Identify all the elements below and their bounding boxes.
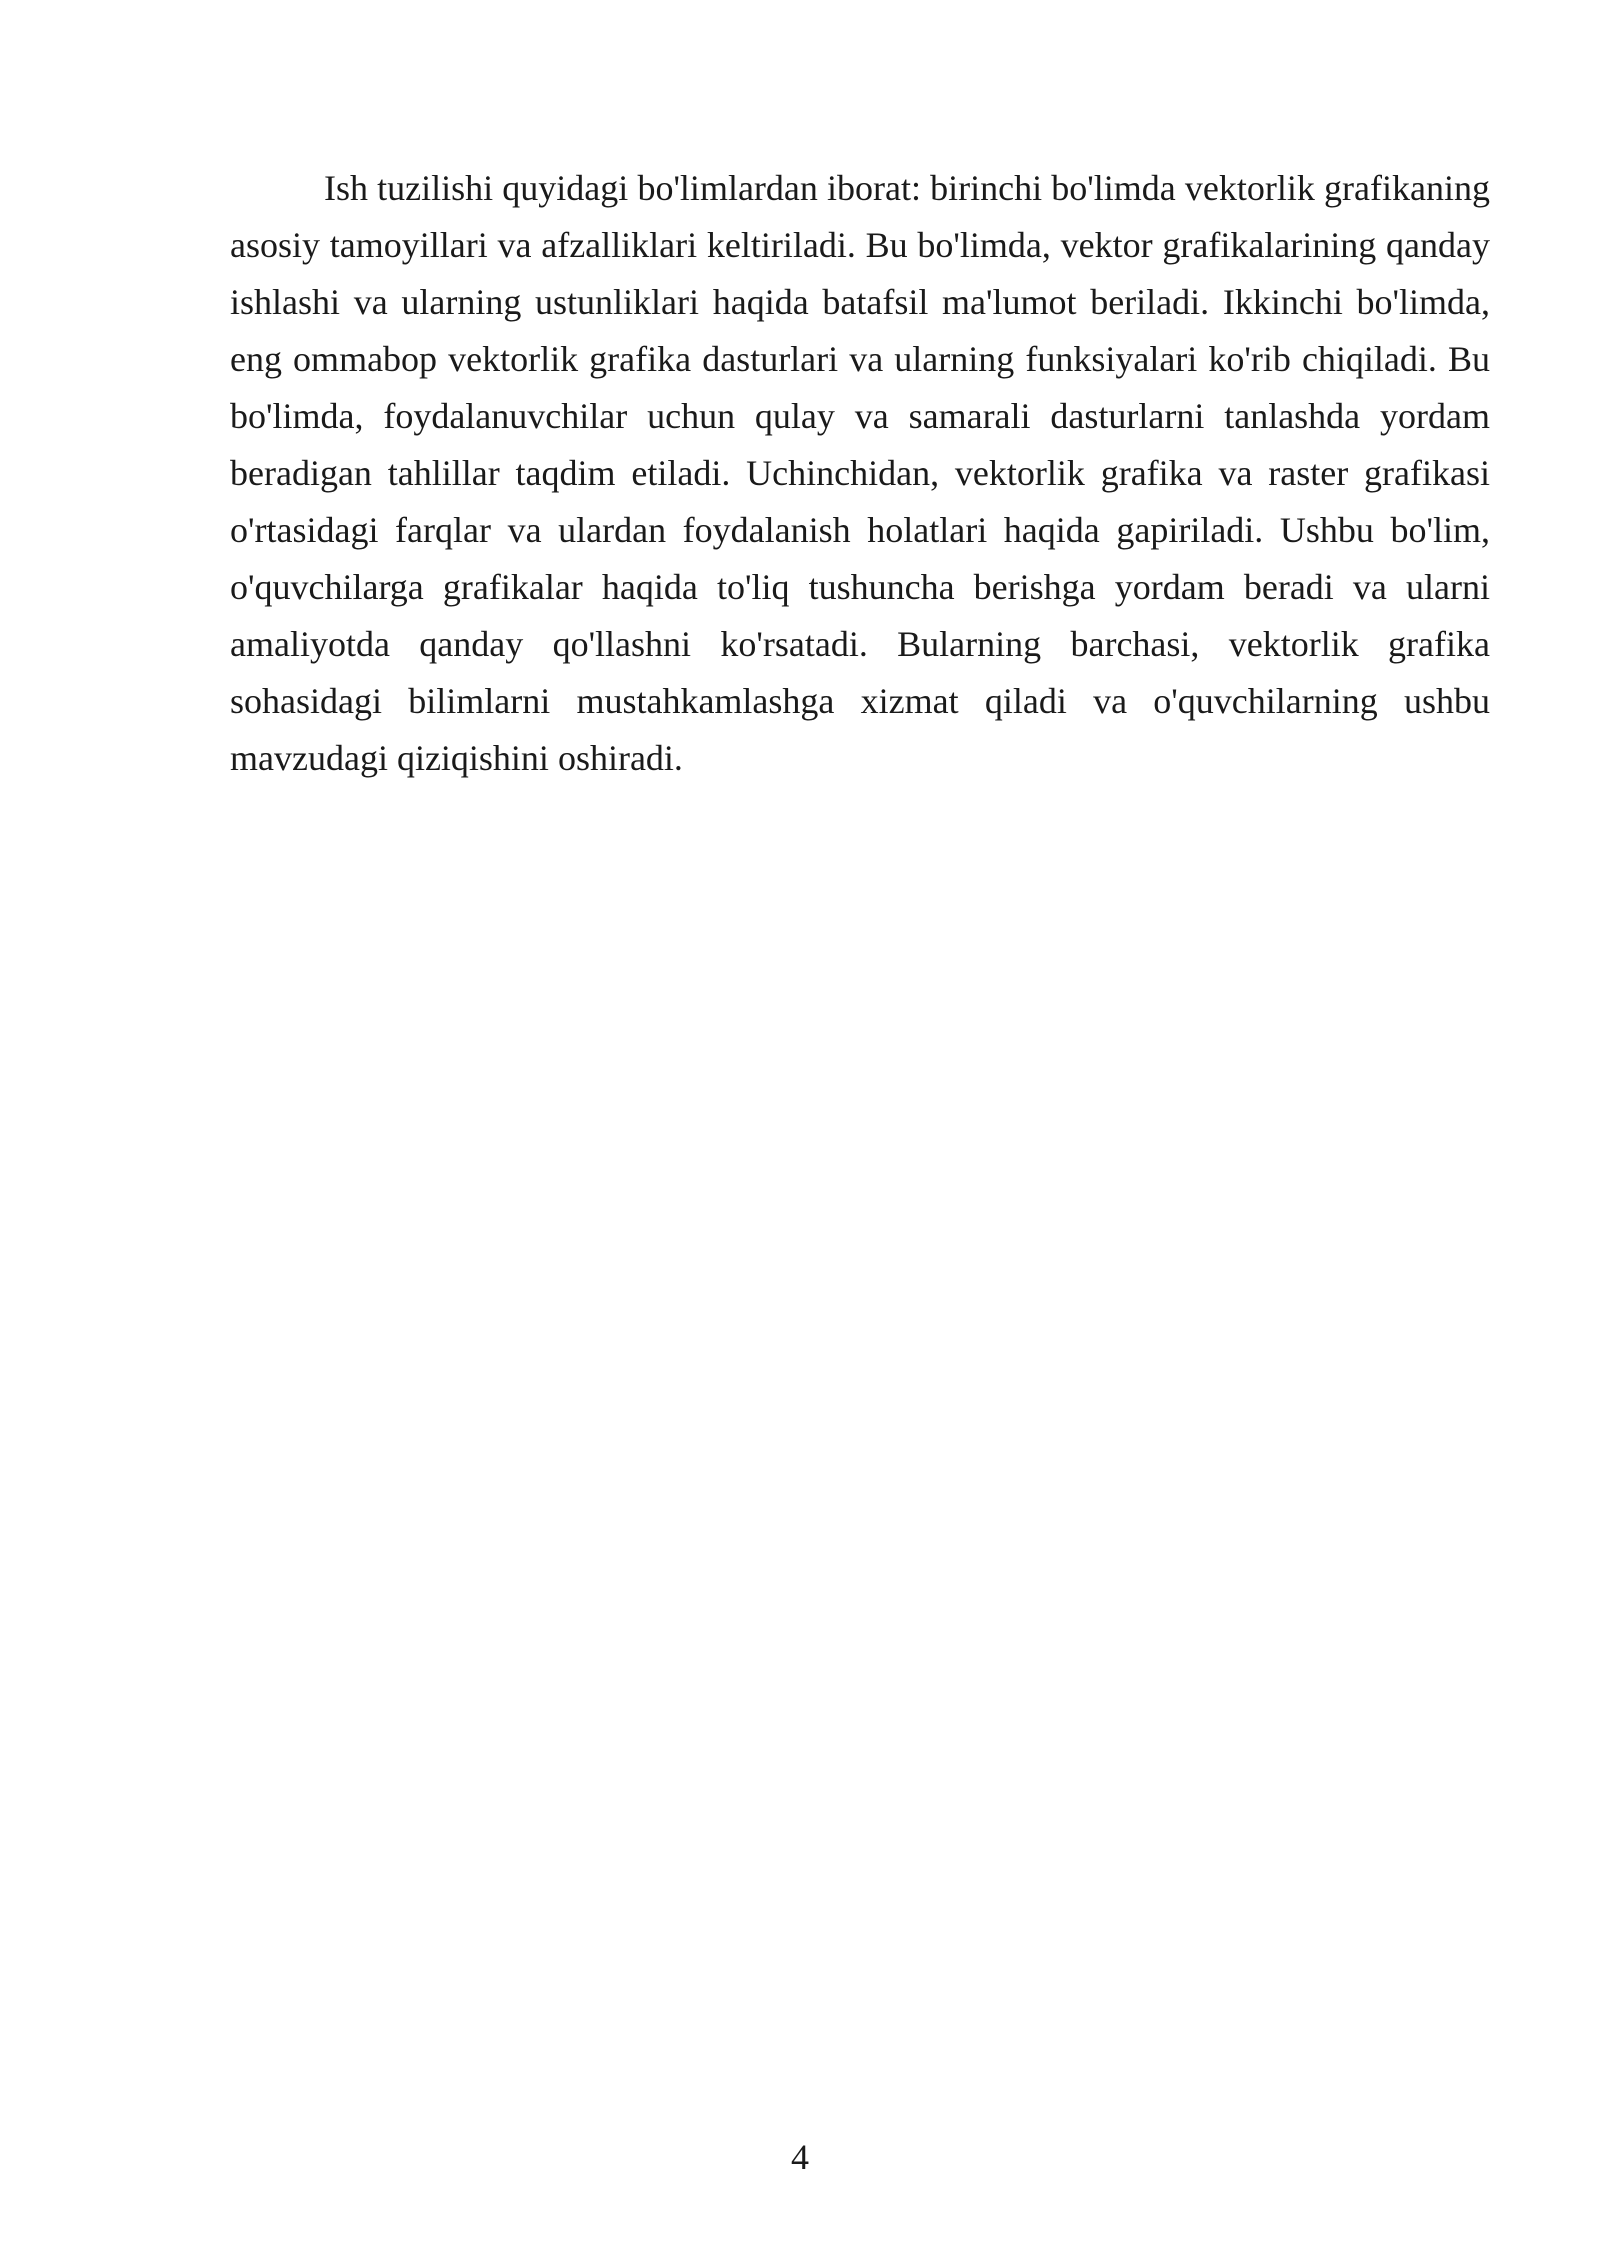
page-number: 4	[791, 2137, 809, 2177]
body-paragraph: Ish tuzilishi quyidagi bo'limlardan iborat: birinchi bo'limda vektorlik grafikaning asosiy tamoyillari va afzalliklari keltiriladi. Bu bo'limda, vektor grafikalarining qanday ishlashi va ularning ustunliklari haqida batafsil ma'lumot beriladi. Ikkinchi bo'limda, eng ommabop vektorlik grafika dasturlari va ularning funksiyalari ko'rib chiqiladi. Bu bo'limda, foydalanuvchilar uchun qulay va samarali dasturlarni tanlashda yordam beradigan tahlillar taqdim etiladi. Uchinchidan, vektorlik grafika va raster grafikasi o'rtasidagi farqlar va ulardan foydalanish holatlari haqida gapiriladi. Ushbu bo'lim, o'quvchilarga grafikalar haqida to'liq tushuncha berishga yordam beradi va ularni amaliyotda qanday qo'llashni ko'rsatadi. Bularning barchasi, vektorlik grafika sohasidagi bilimlarni mustahkamlashga xizmat qiladi va o'quvchilarning ushbu mavzudagi qiziqishini oshiradi.	[230, 168, 1490, 778]
